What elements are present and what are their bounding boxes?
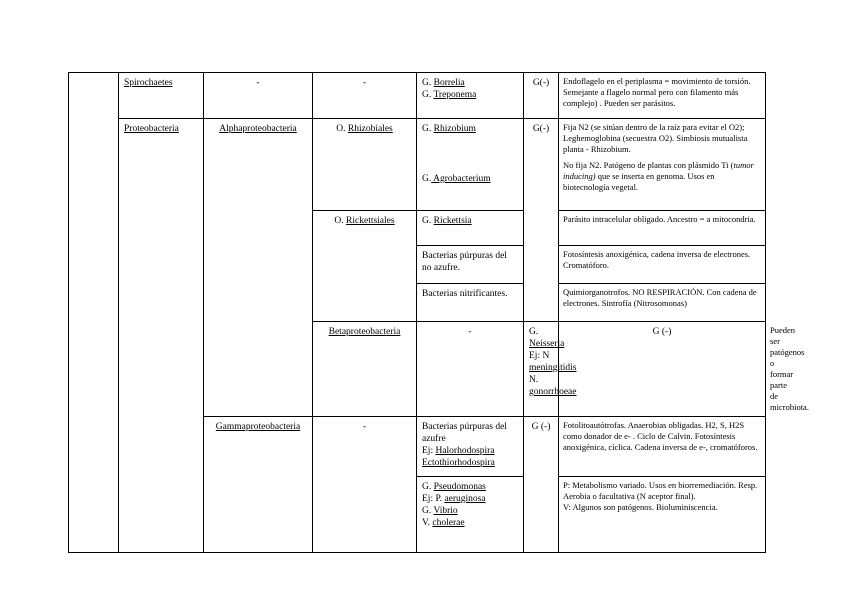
genus-cell: G. Borrelia G. Treponema xyxy=(417,73,524,119)
order-cell: - xyxy=(417,322,524,417)
phylum-cell: Proteobacteria xyxy=(119,119,204,553)
genus-cell: Bacterias púrpuras del no azufre. xyxy=(417,246,524,284)
gram-cell: G (-) xyxy=(559,322,766,417)
taxonomy-table xyxy=(68,72,809,553)
genus-cell: Bacterias nitrificantes. xyxy=(417,284,524,322)
order-cell: O. Rickettsiales xyxy=(313,211,417,322)
description-cell: Endoflagelo en el periplasma = movimiento de torsión. Semejante a flagelo normal pero con filamento más complejo) . Pueden ser parásitos. xyxy=(559,73,766,119)
gram-cell: G(-) xyxy=(524,119,559,322)
description-cell: Quimiorganotrofos. NO RESPIRACIÓN. Con cadena de electrones. Sintrofía (Nitrosomonas) xyxy=(559,284,766,322)
class-cell: Gammaproteobacteria xyxy=(204,417,313,553)
gram-cell: G(-) xyxy=(524,73,559,119)
class-cell: Betaproteobacteria xyxy=(313,322,417,417)
genus-cell: G. Rickettsia xyxy=(417,211,524,246)
order-cell: O. Rhizobiales xyxy=(313,119,417,211)
genus-cell: G. Rhizobium G. Agrobacterium xyxy=(417,119,524,211)
genus-cell: G. Pseudomonas Ej: P. aeruginosa G. Vibrio V. cholerae xyxy=(417,477,524,553)
order-cell: - xyxy=(313,73,417,119)
table-row-spirochaetes xyxy=(69,73,766,119)
description-cell: Parásito intracelular obligado. Ancestro = a mitocondria. xyxy=(559,211,766,246)
genus-cell: G. Neisseria Ej: N meningitidis N. gonorrhoeae xyxy=(524,322,559,417)
description-cell: Fija N2 (se sitúan dentro de la raíz para evitar el O2); Leghemoglobina (secuestra O2). Simbiosis mutualista planta - Rhizobium. No fija N2. Patógeno de plantas con plásmido Ti (tumor inducing) que se inserta en genoma. Usos en biotecnología vegetal. xyxy=(559,119,766,211)
blank-column-cell xyxy=(69,73,119,553)
gram-cell: G (-) xyxy=(524,417,559,553)
description-cell: P: Metabolismo variado. Usos en biorremediación. Resp. Aerobia o facultativa (N aceptor final). V: Algunos son patógenos. Bioluminiscencia. xyxy=(559,477,766,553)
table-row-rhizobiales xyxy=(69,119,766,211)
order-cell: - xyxy=(313,417,417,553)
genus-cell: Bacterias púrpuras del azufre Ej: Halorhodospira Ectothiorhodospira xyxy=(417,417,524,477)
description-cell: Fotosíntesis anoxigénica, cadena inversa de electrones. Cromatóforo. xyxy=(559,246,766,284)
table-row-beta: Betaproteobacteria - G. Neisseria Ej: N meningitidis N. gonorrhoeae G (-) Pueden ser patógenos o formar parte de microbiota. xyxy=(69,322,766,417)
class-cell: - xyxy=(204,73,313,119)
phylum-cell: Spirochaetes xyxy=(119,73,204,119)
class-cell: Alphaproteobacteria xyxy=(204,119,313,417)
description-cell: Fotolitoautótrofas. Anaerobias obligadas. H2, S, H2S como donador de e- . Ciclo de Calvin. Fotosíntesis anoxigénica, cíclica. Cadena inversa de e-, cromatóforos. xyxy=(559,417,766,477)
